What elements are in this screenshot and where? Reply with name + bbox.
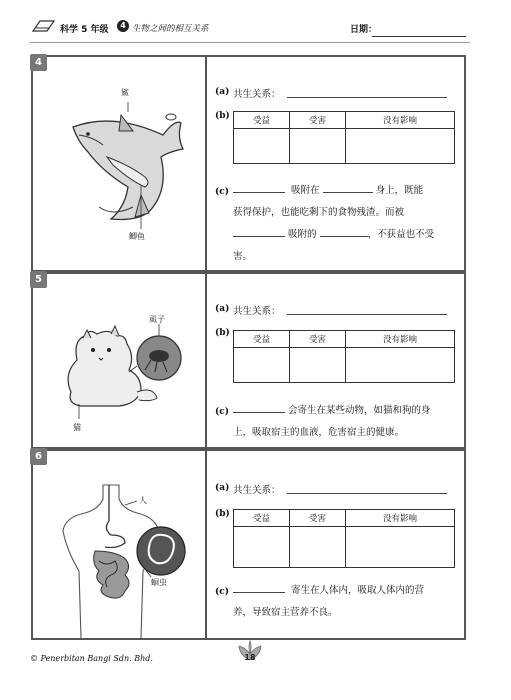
shark-remora-illustration	[33, 57, 203, 270]
relationship-prompt: 共生关系：	[233, 89, 281, 100]
fill-in-paragraph: 寄生在人体内，吸取人体内的营 养，导致宿主营养不良。	[233, 580, 461, 624]
part-c-label: (c)	[215, 587, 229, 597]
answer-cell-harmed[interactable]	[290, 129, 346, 164]
question-number: 4	[30, 54, 47, 71]
answer-cell-no-effect[interactable]	[346, 348, 455, 383]
image-cell	[33, 57, 207, 270]
part-c-label: (c)	[215, 187, 229, 197]
fill-in-paragraph: 会寄生在某些动物，如猫和狗的身 上，吸取宿主的血液，危害宿主的健康。	[233, 400, 461, 444]
col-no-effect: 没有影响	[346, 331, 455, 348]
effect-table	[233, 509, 455, 568]
part-b-label: (b)	[215, 111, 230, 121]
date-input-line[interactable]	[372, 36, 466, 37]
roundworm-caption: 蛔虫	[151, 578, 167, 587]
question-number: 5	[30, 271, 47, 288]
shark-caption: 鲨	[121, 88, 129, 97]
part-b-label: (b)	[215, 509, 230, 519]
col-benefit: 受益	[234, 331, 290, 348]
answer-cell-no-effect[interactable]	[346, 129, 455, 164]
fill-in-paragraph: 吸附在 身上，既能 获得保护，也能吃剩下的食物残渣。而被 吸附的 ，不获益也不受 害。	[233, 180, 461, 268]
flea-caption: 虱子	[149, 315, 165, 324]
relationship-prompt: 共生关系：	[233, 485, 281, 496]
page-number: 18	[244, 653, 256, 662]
answer-cell-harmed[interactable]	[290, 348, 346, 383]
date-label: 日期：	[350, 25, 378, 35]
question-cell	[207, 274, 464, 447]
answer-cell-benefit[interactable]	[234, 348, 290, 383]
book-logo-icon	[32, 19, 56, 33]
relationship-answer-line[interactable]	[287, 493, 447, 494]
answer-cell-no-effect[interactable]	[346, 527, 455, 568]
blank-2[interactable]	[323, 182, 373, 193]
question-cell	[207, 57, 464, 270]
subject-label: 科学 5 年级	[60, 25, 109, 35]
part-c-label: (c)	[215, 407, 229, 417]
relationship-answer-line[interactable]	[287, 314, 447, 315]
blank-1[interactable]	[233, 402, 285, 413]
relationship-answer-line[interactable]	[287, 97, 447, 98]
part-a-label: (a)	[215, 87, 230, 97]
cat-flea-illustration	[33, 274, 203, 447]
cat-caption: 猫	[73, 423, 81, 432]
blank-1[interactable]	[233, 582, 285, 593]
effect-table	[233, 111, 455, 164]
part-b-label: (b)	[215, 328, 230, 338]
blank-4[interactable]	[320, 226, 368, 237]
question-row-5	[31, 272, 466, 449]
answer-cell-benefit[interactable]	[234, 129, 290, 164]
remora-caption: 鲫鱼	[129, 232, 145, 241]
question-row-6	[31, 449, 466, 640]
publisher-footer: © Penerbitan Bangi Sdn. Bhd.	[30, 654, 153, 663]
col-no-effect: 没有影响	[346, 112, 455, 129]
question-number: 6	[30, 448, 47, 465]
image-cell	[33, 274, 207, 447]
answer-cell-harmed[interactable]	[290, 527, 346, 568]
effect-table	[233, 330, 455, 383]
image-cell	[33, 451, 207, 638]
question-cell	[207, 451, 464, 638]
chapter-title: 生物之间的相互关系	[132, 24, 209, 34]
question-row-4	[31, 55, 466, 272]
page-header	[0, 0, 511, 44]
part-a-label: (a)	[215, 304, 230, 314]
relationship-prompt: 共生关系：	[233, 306, 281, 317]
human-roundworm-illustration	[33, 451, 203, 638]
answer-cell-benefit[interactable]	[234, 527, 290, 568]
col-harmed: 受害	[290, 510, 346, 527]
col-no-effect: 没有影响	[346, 510, 455, 527]
col-benefit: 受益	[234, 510, 290, 527]
blank-1[interactable]	[233, 182, 285, 193]
col-harmed: 受害	[290, 331, 346, 348]
header-divider	[30, 42, 470, 43]
part-a-label: (a)	[215, 483, 230, 493]
col-benefit: 受益	[234, 112, 290, 129]
human-caption: 人	[139, 496, 147, 505]
blank-3[interactable]	[233, 226, 285, 237]
chapter-number-badge: 4	[117, 20, 129, 32]
col-harmed: 受害	[290, 112, 346, 129]
